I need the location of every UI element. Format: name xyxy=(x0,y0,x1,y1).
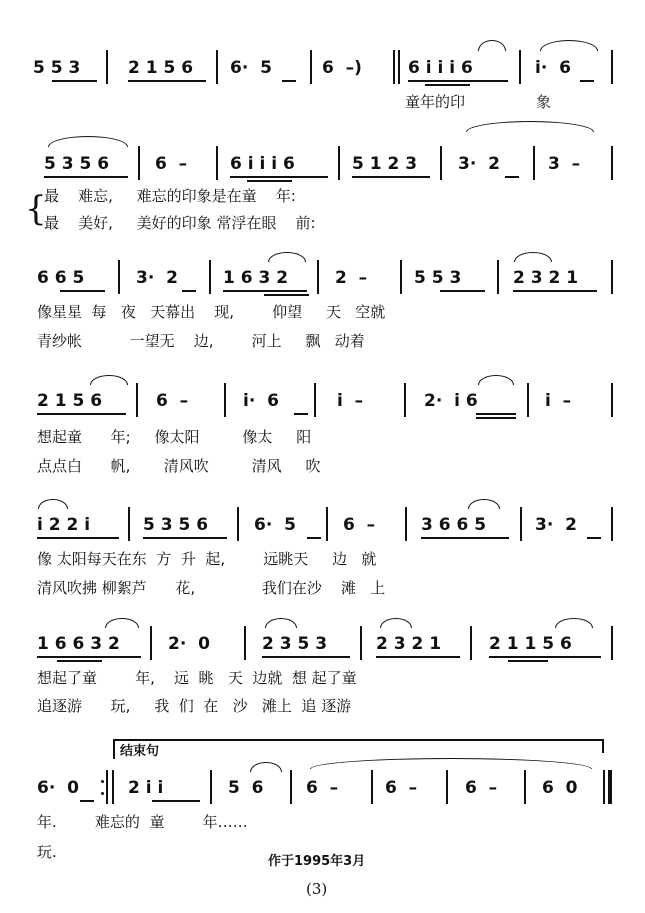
barline xyxy=(310,50,312,84)
measure: 6 – xyxy=(155,154,188,174)
beam-underline xyxy=(282,80,296,82)
measure: 3 6 6 5 xyxy=(421,515,487,535)
measure: 6 – xyxy=(343,515,376,535)
barline xyxy=(603,770,605,804)
barline xyxy=(527,383,529,417)
barline xyxy=(611,507,613,541)
barline xyxy=(326,507,328,541)
ending-bracket-right xyxy=(602,739,604,753)
beam-underline xyxy=(352,176,430,178)
barline xyxy=(138,146,140,180)
beam-underline xyxy=(508,660,548,662)
beam-underline xyxy=(476,413,516,415)
beam-underline xyxy=(37,413,126,415)
measure: 5 6 xyxy=(228,778,264,798)
barline xyxy=(519,50,521,84)
beam-underline xyxy=(489,656,601,658)
composition-date: 作于1995年3月 xyxy=(268,854,366,869)
measure: 5 5 3 xyxy=(33,58,81,78)
barline xyxy=(338,146,340,180)
measure: 6 6 5 xyxy=(37,268,85,288)
barline xyxy=(314,383,316,417)
beam-underline xyxy=(421,537,509,539)
slur xyxy=(514,252,552,262)
slur xyxy=(468,499,500,509)
barline xyxy=(611,146,613,180)
barline xyxy=(216,50,218,84)
beam-underline xyxy=(376,656,460,658)
barline xyxy=(106,50,108,84)
barline xyxy=(533,146,535,180)
slur xyxy=(310,758,592,769)
beam-underline xyxy=(294,413,308,415)
measure: 2 i i xyxy=(128,778,164,798)
measure: 5 1 2 3 xyxy=(352,154,418,174)
slur xyxy=(48,136,128,147)
lyric-line: 青纱帐 一望无 边, 河上 飘 动着 xyxy=(37,332,365,350)
beam-underline xyxy=(182,290,196,292)
measure: 3· 2 xyxy=(458,154,500,174)
barline xyxy=(317,260,319,294)
measure: 6· 0 xyxy=(37,778,79,798)
measure: 3· 2 xyxy=(136,268,178,288)
barline xyxy=(404,383,406,417)
repeat-dot xyxy=(101,792,104,795)
lyric-line: 最 美好, 美好的印象 常浮在眼 前: xyxy=(44,214,316,232)
beam-underline xyxy=(580,80,594,82)
beam-underline xyxy=(264,294,309,296)
slur xyxy=(265,618,297,628)
barline xyxy=(216,146,218,180)
lyric-brace: { xyxy=(25,189,47,229)
beam-underline xyxy=(60,290,105,292)
barline xyxy=(611,626,613,660)
beam-underline xyxy=(476,417,516,419)
beam-underline xyxy=(230,176,328,178)
beam-underline xyxy=(44,176,128,178)
measure: 1 6 3 2 xyxy=(223,268,289,288)
ending-label: 结束句 xyxy=(120,744,160,759)
barline xyxy=(244,626,246,660)
barline xyxy=(497,260,499,294)
measure: 2· 0 xyxy=(168,634,210,654)
measure: 6 0 xyxy=(542,778,578,798)
final-barline xyxy=(608,770,612,804)
lyric-line: 想起童 年; 像太阳 像太 阳 xyxy=(37,428,312,446)
beam-underline xyxy=(425,84,470,86)
lyric-line: 点点白 帆, 清风吹 清风 吹 xyxy=(37,457,321,475)
beam-underline xyxy=(143,537,227,539)
measure: 6 – xyxy=(156,391,189,411)
slur xyxy=(38,499,68,509)
barline xyxy=(210,770,212,804)
beam-underline xyxy=(505,176,519,178)
measure: 1 6 6 3 2 xyxy=(37,634,120,654)
slur xyxy=(250,762,282,772)
repeat-dot xyxy=(101,780,104,783)
lyric-line: 年. 难忘的 童 年…… xyxy=(37,813,248,831)
measure: i· 6 xyxy=(535,58,571,78)
lyric-line: 像 太阳每天在东 方 升 起, 远眺天 边 就 xyxy=(37,550,377,568)
ending-bracket xyxy=(113,739,603,741)
barline xyxy=(128,507,130,541)
lyric-line: 清风吹拂 柳絮芦 花, 我们在沙 滩 上 xyxy=(37,579,386,597)
measure: i 2 2 i xyxy=(37,515,91,535)
barline xyxy=(611,383,613,417)
beam-underline xyxy=(408,80,508,82)
slur xyxy=(466,121,594,132)
beam-underline xyxy=(37,537,119,539)
measure: 2 3 5 3 xyxy=(262,634,328,654)
barline xyxy=(393,50,395,84)
measure: 6 – xyxy=(465,778,498,798)
measure: i· 6 xyxy=(243,391,279,411)
slur xyxy=(555,618,593,628)
measure: 2 1 5 6 xyxy=(128,58,194,78)
barline xyxy=(360,626,362,660)
beam-underline xyxy=(152,800,200,802)
measure: 5 3 5 6 xyxy=(44,154,110,174)
barline xyxy=(611,50,613,84)
barline xyxy=(112,770,114,804)
measure: 6 – xyxy=(385,778,418,798)
barline xyxy=(440,146,442,180)
barline xyxy=(150,626,152,660)
lyric-line: 追逐游 玩, 我 们 在 沙 滩上 追 逐游 xyxy=(37,697,352,715)
lyric-line: 像星星 每 夜 天幕出 现, 仰望 天 空就 xyxy=(37,303,386,321)
measure: 2 3 2 1 xyxy=(376,634,442,654)
measure: 5 3 5 6 xyxy=(143,515,209,535)
beam-underline xyxy=(247,180,292,182)
beam-underline xyxy=(37,656,141,658)
barline xyxy=(470,626,472,660)
measure: 2 3 2 1 xyxy=(513,268,579,288)
slur xyxy=(268,252,306,262)
measure: 2 1 5 6 xyxy=(37,391,103,411)
measure: 2· i 6 xyxy=(424,391,478,411)
page-number: (3) xyxy=(306,880,328,898)
slur xyxy=(380,618,412,628)
ending-bracket-left xyxy=(113,739,115,759)
slur xyxy=(478,375,514,385)
barline xyxy=(136,383,138,417)
barline xyxy=(290,770,292,804)
measure: i – xyxy=(337,391,364,411)
beam-underline xyxy=(440,290,485,292)
barline xyxy=(405,507,407,541)
slur xyxy=(105,618,139,628)
measure: 2 – xyxy=(335,268,368,288)
beam-underline xyxy=(128,80,206,82)
lyric-line: 童年的印 xyxy=(405,93,466,111)
barline xyxy=(118,260,120,294)
slur xyxy=(90,375,128,385)
lyric-line: 想起了童 年, 远 眺 天 边就 想 起了童 xyxy=(37,669,357,687)
slur xyxy=(540,40,598,51)
barline xyxy=(106,770,108,804)
beam-underline xyxy=(587,537,601,539)
barline xyxy=(400,260,402,294)
barline xyxy=(524,770,526,804)
barline xyxy=(237,507,239,541)
measure: 6· 5 xyxy=(230,58,272,78)
beam-underline xyxy=(307,537,321,539)
measure: 6 – xyxy=(306,778,339,798)
measure: 6 –) xyxy=(322,58,362,78)
measure: 6 i i i 6 xyxy=(230,154,295,174)
measure: 6· 5 xyxy=(254,515,296,535)
lyric-line: 最 难忘, 难忘的印象是在童 年: xyxy=(44,187,296,205)
barline xyxy=(209,260,211,294)
barline xyxy=(446,770,448,804)
barline xyxy=(398,50,400,84)
measure: 6 i i i 6 xyxy=(408,58,473,78)
slur xyxy=(478,40,506,51)
measure: 3 – xyxy=(548,154,581,174)
barline xyxy=(611,260,613,294)
beam-underline xyxy=(80,800,94,802)
lyric-line: 象 xyxy=(536,93,552,111)
beam-underline xyxy=(223,290,307,292)
measure: 2 1 1 5 6 xyxy=(489,634,572,654)
beam-underline xyxy=(52,80,97,82)
lyric-line: 玩. xyxy=(37,843,57,861)
barline xyxy=(224,383,226,417)
beam-underline xyxy=(262,656,350,658)
measure: 5 5 3 xyxy=(414,268,462,288)
measure: i – xyxy=(545,391,572,411)
barline xyxy=(371,770,373,804)
beam-underline xyxy=(513,290,597,292)
measure: 3· 2 xyxy=(535,515,577,535)
beam-underline xyxy=(57,660,102,662)
barline xyxy=(520,507,522,541)
